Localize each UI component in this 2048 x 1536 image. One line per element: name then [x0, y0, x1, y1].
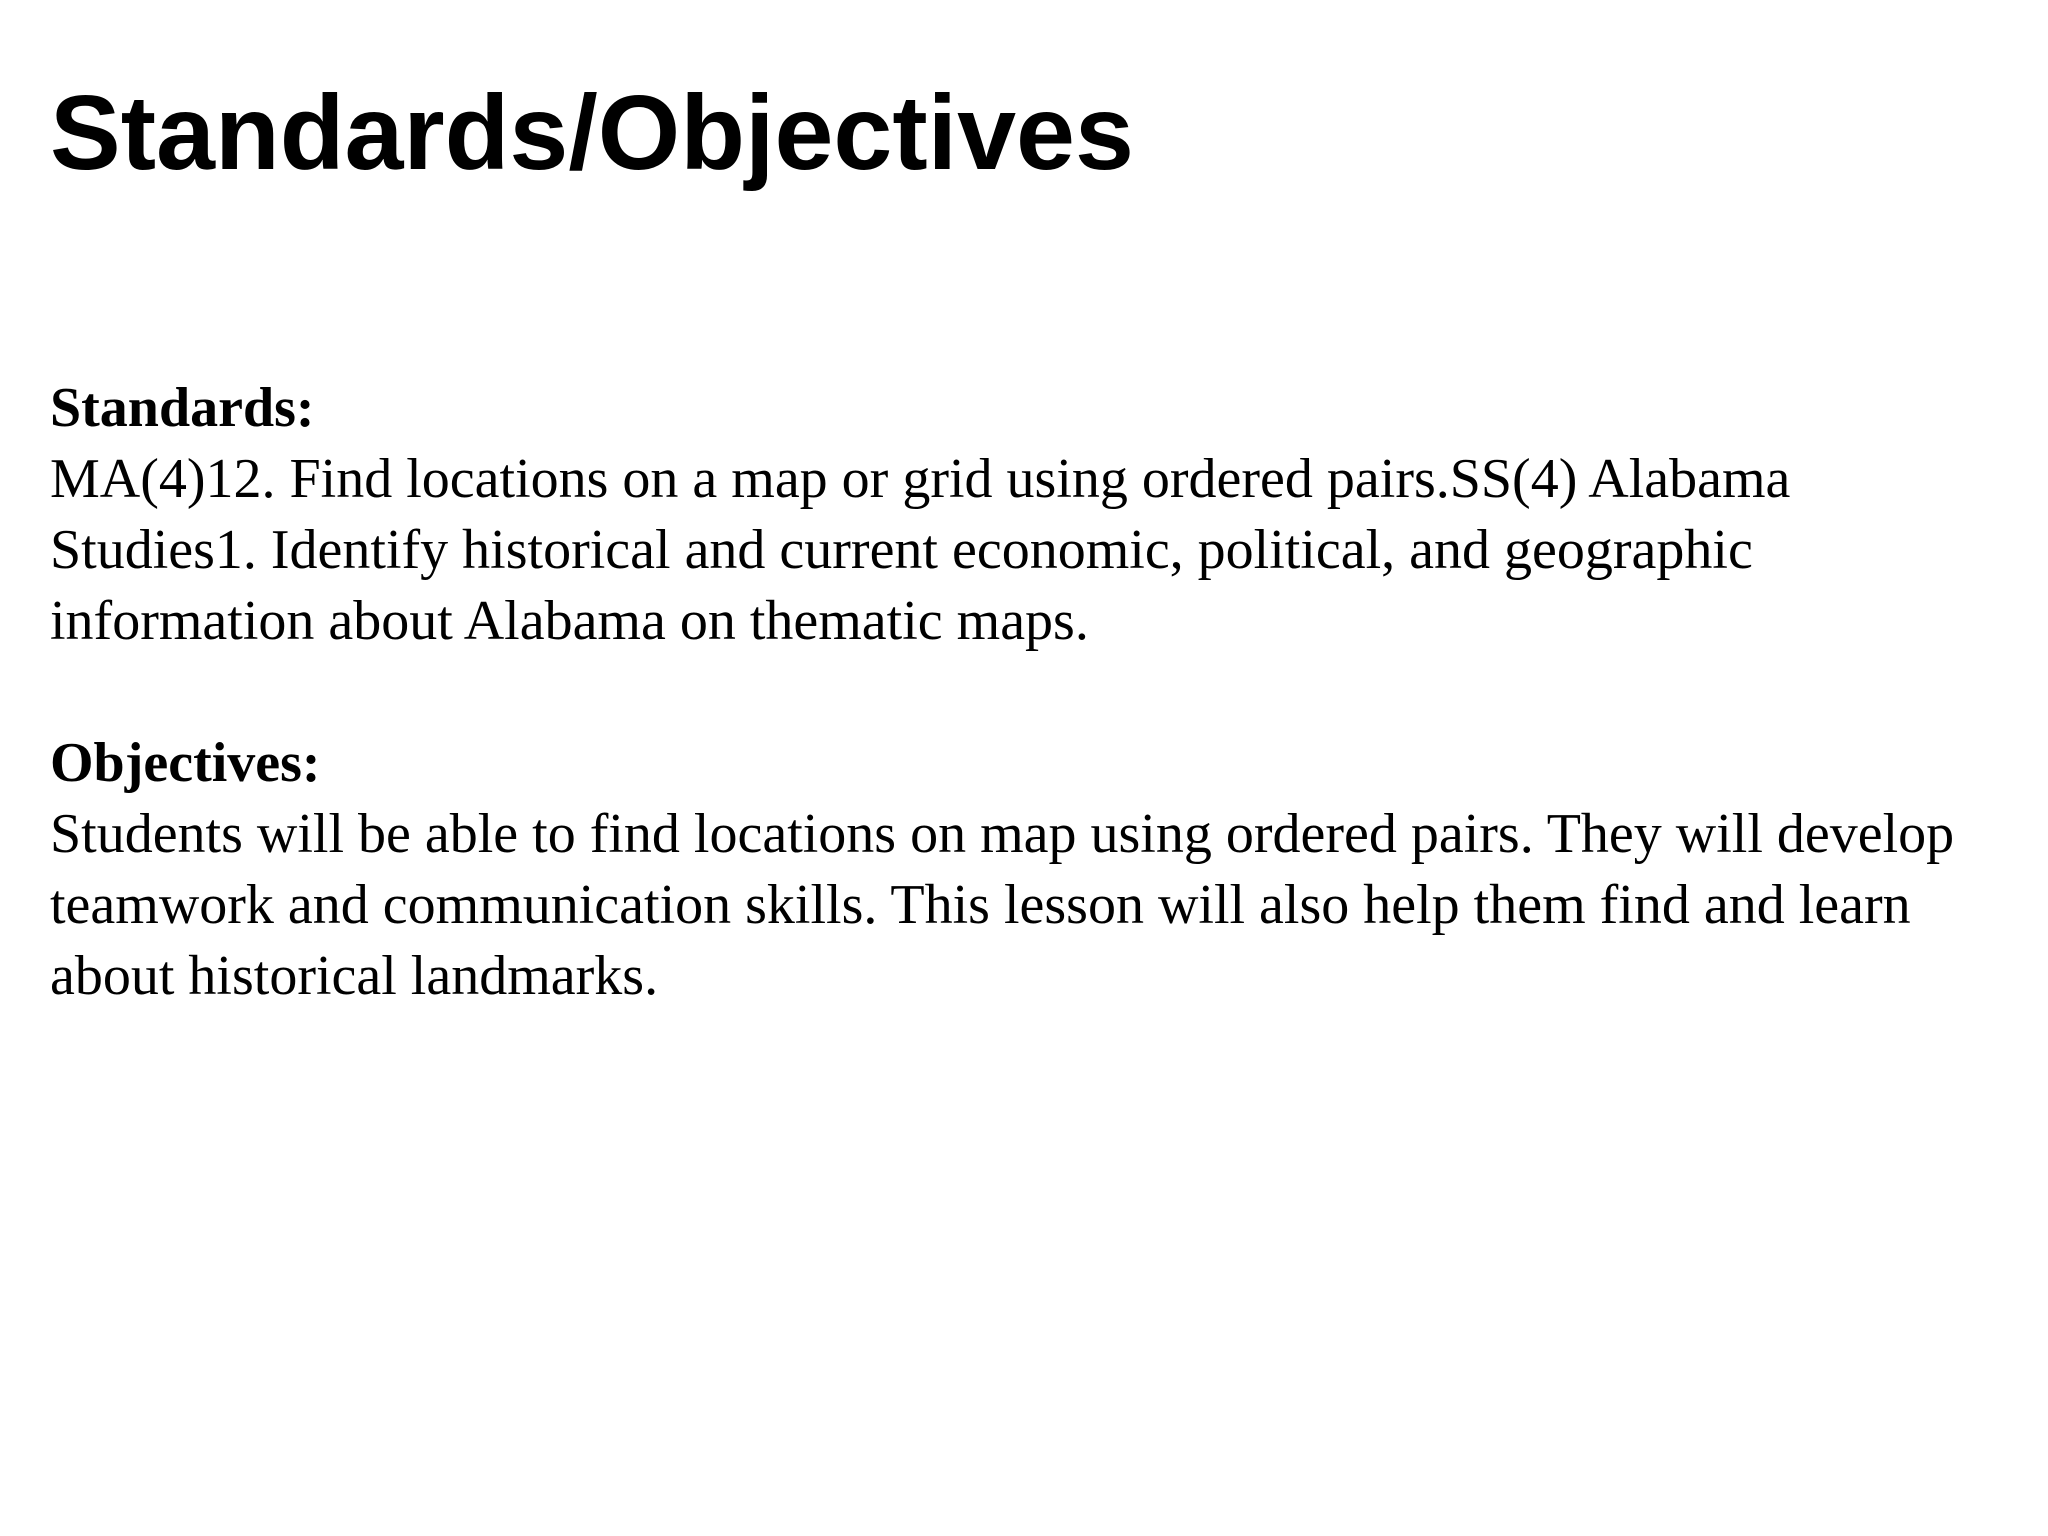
standards-heading: Standards:: [50, 377, 315, 439]
slide-content: [50, 373, 2010, 1012]
objectives-body: Students will be able to find locations on map using ordered pairs. They will develop teamwork and communication skills. This lesson will also help them find and learn about historical landmarks.: [50, 803, 1955, 1007]
slide-title: Standards/Objectives: [50, 74, 1134, 192]
objectives-section: [50, 728, 2010, 1012]
section-spacer: [50, 657, 2010, 728]
standards-body: MA(4)12. Find locations on a map or grid using ordered pairs.SS(4) Alabama Studies1. Identify historical and current economic, political, and geographic information about Alabama on thematic maps.: [50, 448, 1791, 652]
standards-section: [50, 373, 2010, 657]
objectives-heading: Objectives:: [50, 732, 321, 794]
